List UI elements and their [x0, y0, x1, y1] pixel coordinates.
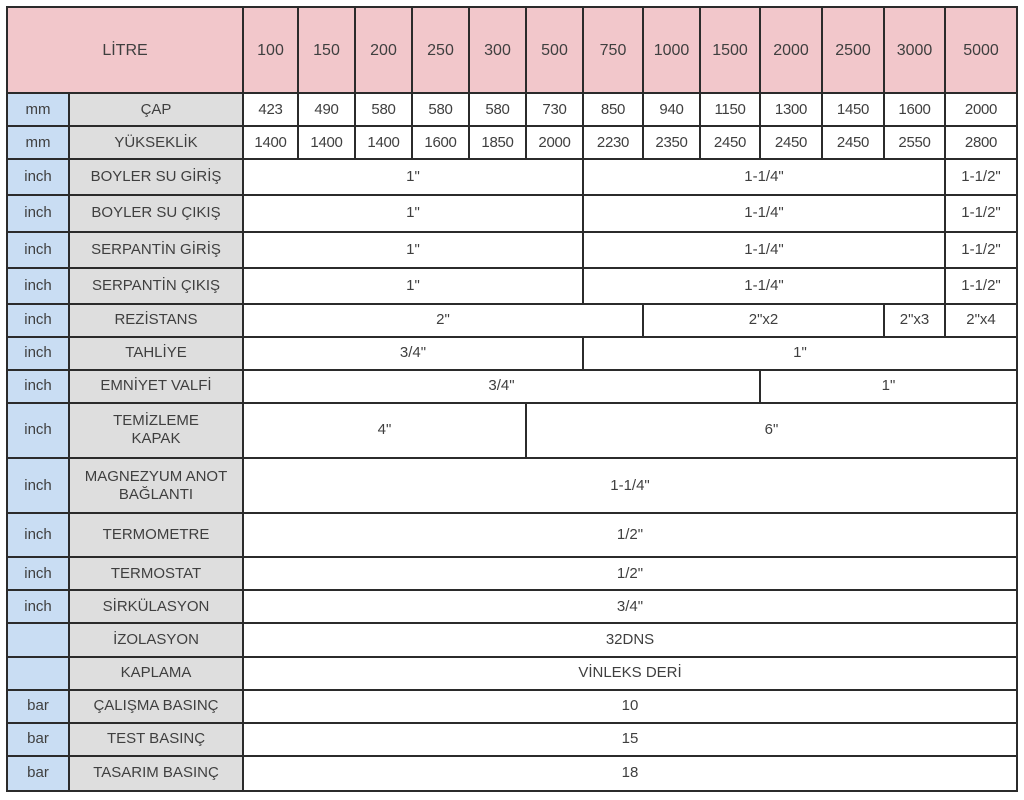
- row-label: ÇALIŞMA BASINÇ: [69, 690, 243, 723]
- row-label: TASARIM BASINÇ: [69, 756, 243, 791]
- row-label: BOYLER SU GİRİŞ: [69, 159, 243, 195]
- value-cell: 1600: [412, 126, 469, 159]
- value-cell: 1-1/4": [243, 458, 1017, 513]
- unit-cell: inch: [7, 513, 69, 557]
- row-label-line: MAGNEZYUM ANOT: [84, 467, 228, 485]
- unit-cell: inch: [7, 458, 69, 513]
- value-cell: 10: [243, 690, 1017, 723]
- value-cell: 1400: [298, 126, 355, 159]
- litre-header: LİTRE: [7, 7, 243, 93]
- value-cell: 580: [469, 93, 526, 126]
- unit-cell: inch: [7, 304, 69, 337]
- table-row: [7, 723, 1017, 756]
- table-row: [7, 268, 1017, 304]
- value-cell: 32DNS: [243, 623, 1017, 656]
- value-cell: 1": [243, 268, 583, 304]
- value-cell: 2450: [822, 126, 884, 159]
- value-cell: 2230: [583, 126, 643, 159]
- value-cell: 490: [298, 93, 355, 126]
- value-cell: 15: [243, 723, 1017, 756]
- value-cell: 2"x3: [884, 304, 945, 337]
- row-label: YÜKSEKLİK: [69, 126, 243, 159]
- value-cell: 3/4": [243, 337, 583, 370]
- table-row: [7, 513, 1017, 557]
- value-cell: 1-1/2": [945, 232, 1017, 268]
- table-row: [7, 195, 1017, 231]
- table-row: [7, 590, 1017, 623]
- value-cell: 1": [760, 370, 1017, 403]
- table-row: [7, 403, 1017, 458]
- capacity-header: 5000: [945, 7, 1017, 93]
- value-cell: 1600: [884, 93, 945, 126]
- value-cell: 2"x2: [643, 304, 884, 337]
- unit-cell: inch: [7, 590, 69, 623]
- value-cell: 3/4": [243, 370, 760, 403]
- value-cell: 2000: [526, 126, 583, 159]
- value-cell: 1-1/4": [583, 195, 945, 231]
- row-label-line: BAĞLANTI: [118, 485, 194, 503]
- row-label: TERMOMETRE: [69, 513, 243, 557]
- capacity-header: 2000: [760, 7, 822, 93]
- value-cell: 1850: [469, 126, 526, 159]
- unit-cell: inch: [7, 370, 69, 403]
- value-cell: 1150: [700, 93, 760, 126]
- row-label: SİRKÜLASYON: [69, 590, 243, 623]
- row-label-line: KAPAK: [131, 430, 181, 448]
- row-label: KAPLAMA: [69, 657, 243, 690]
- value-cell: 1": [243, 159, 583, 195]
- header-row: [7, 7, 1017, 93]
- value-cell: 4": [243, 403, 526, 458]
- value-cell: 3/4": [243, 590, 1017, 623]
- value-cell: 1": [583, 337, 1017, 370]
- unit-cell: [7, 657, 69, 690]
- unit-cell: mm: [7, 93, 69, 126]
- value-cell: 2450: [700, 126, 760, 159]
- unit-cell: bar: [7, 756, 69, 791]
- table-row: [7, 623, 1017, 656]
- capacity-header: 750: [583, 7, 643, 93]
- value-cell: 730: [526, 93, 583, 126]
- capacity-header: 150: [298, 7, 355, 93]
- value-cell: 18: [243, 756, 1017, 791]
- value-cell: 1-1/4": [583, 159, 945, 195]
- table-row: [7, 93, 1017, 126]
- table-row: [7, 304, 1017, 337]
- capacity-header: 200: [355, 7, 412, 93]
- capacity-header: 2500: [822, 7, 884, 93]
- capacity-header: 300: [469, 7, 526, 93]
- unit-cell: mm: [7, 126, 69, 159]
- value-cell: 1": [243, 232, 583, 268]
- table-row: [7, 159, 1017, 195]
- unit-cell: inch: [7, 557, 69, 590]
- row-label: [69, 458, 243, 513]
- value-cell: 2550: [884, 126, 945, 159]
- value-cell: 2800: [945, 126, 1017, 159]
- table-row: [7, 458, 1017, 513]
- table-row: [7, 232, 1017, 268]
- value-cell: 1400: [243, 126, 298, 159]
- value-cell: 1-1/4": [583, 232, 945, 268]
- table-row: [7, 690, 1017, 723]
- row-label: TAHLİYE: [69, 337, 243, 370]
- spec-table: [6, 6, 1018, 792]
- value-cell: 1": [243, 195, 583, 231]
- value-cell: 1/2": [243, 513, 1017, 557]
- row-label: TERMOSTAT: [69, 557, 243, 590]
- row-label: REZİSTANS: [69, 304, 243, 337]
- capacity-header: 500: [526, 7, 583, 93]
- value-cell: 423: [243, 93, 298, 126]
- value-cell: 2"x4: [945, 304, 1017, 337]
- row-label: EMNİYET VALFİ: [69, 370, 243, 403]
- unit-cell: bar: [7, 723, 69, 756]
- row-label: BOYLER SU ÇIKIŞ: [69, 195, 243, 231]
- value-cell: 940: [643, 93, 700, 126]
- unit-cell: inch: [7, 268, 69, 304]
- capacity-header: 100: [243, 7, 298, 93]
- row-label: ÇAP: [69, 93, 243, 126]
- table-row: [7, 370, 1017, 403]
- unit-cell: inch: [7, 195, 69, 231]
- value-cell: 1450: [822, 93, 884, 126]
- capacity-header: 1500: [700, 7, 760, 93]
- unit-cell: bar: [7, 690, 69, 723]
- table-row: [7, 337, 1017, 370]
- table-row: [7, 657, 1017, 690]
- row-label: TEST BASINÇ: [69, 723, 243, 756]
- value-cell: 1-1/2": [945, 268, 1017, 304]
- row-label: SERPANTİN ÇIKIŞ: [69, 268, 243, 304]
- capacity-header: 1000: [643, 7, 700, 93]
- unit-cell: inch: [7, 232, 69, 268]
- capacity-header: 250: [412, 7, 469, 93]
- row-label-line: TEMİZLEME: [113, 412, 199, 430]
- value-cell: 1-1/2": [945, 159, 1017, 195]
- value-cell: 580: [412, 93, 469, 126]
- value-cell: 2450: [760, 126, 822, 159]
- unit-cell: inch: [7, 159, 69, 195]
- value-cell: 6": [526, 403, 1017, 458]
- row-label: İZOLASYON: [69, 623, 243, 656]
- value-cell: 1-1/2": [945, 195, 1017, 231]
- value-cell: 850: [583, 93, 643, 126]
- value-cell: 2350: [643, 126, 700, 159]
- value-cell: VİNLEKS DERİ: [243, 657, 1017, 690]
- table-row: [7, 756, 1017, 791]
- row-label: SERPANTİN GİRİŞ: [69, 232, 243, 268]
- value-cell: 1-1/4": [583, 268, 945, 304]
- table-row: [7, 126, 1017, 159]
- value-cell: 580: [355, 93, 412, 126]
- value-cell: 2": [243, 304, 643, 337]
- unit-cell: [7, 623, 69, 656]
- value-cell: 1300: [760, 93, 822, 126]
- value-cell: 1/2": [243, 557, 1017, 590]
- value-cell: 1400: [355, 126, 412, 159]
- unit-cell: inch: [7, 403, 69, 458]
- unit-cell: inch: [7, 337, 69, 370]
- capacity-header: 3000: [884, 7, 945, 93]
- value-cell: 2000: [945, 93, 1017, 126]
- table-row: [7, 557, 1017, 590]
- row-label: [69, 403, 243, 458]
